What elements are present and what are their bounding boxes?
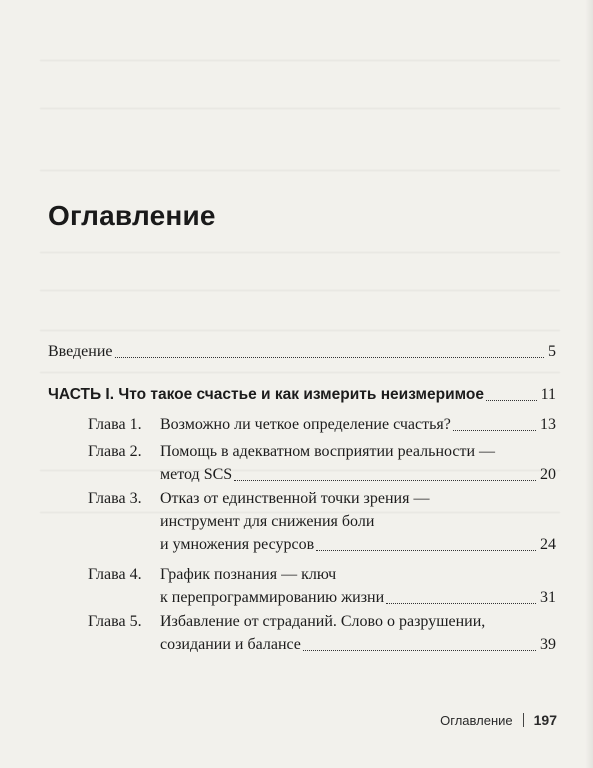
- chapter-title-line: метод SCS: [160, 466, 233, 483]
- dot-leader: [453, 430, 536, 431]
- chapter-page-number: 24: [540, 536, 556, 553]
- chapter-title-line: Отказ от единственной точки зрения —: [160, 490, 430, 507]
- toc-chapter-2[interactable]: [88, 440, 556, 486]
- toc-chapter-3[interactable]: [88, 487, 556, 556]
- chapter-number: Глава 2.: [88, 443, 142, 460]
- dot-leader: [115, 357, 545, 358]
- toc-entry-label: Введение: [48, 343, 113, 360]
- chapter-page-number: 20: [540, 466, 556, 483]
- toc-page-number: 11: [540, 386, 556, 403]
- folio-page-number: 197: [533, 712, 557, 728]
- chapter-number: Глава 5.: [88, 613, 142, 630]
- toc-page-number: 5: [548, 343, 556, 360]
- chapter-title-line: График познания — ключ: [160, 566, 337, 583]
- dot-leader: [234, 480, 536, 481]
- chapter-title-line: Избавление от страданий. Слово о разрушении,: [160, 613, 486, 630]
- dot-leader: [316, 550, 536, 551]
- toc-title: Оглавление: [48, 200, 216, 231]
- footer-divider: [523, 713, 524, 727]
- chapter-title-line: Возможно ли четкое определение счастья?: [160, 416, 451, 433]
- toc-chapter-5[interactable]: [88, 610, 556, 656]
- chapter-number: Глава 4.: [88, 566, 142, 583]
- page-edge-shadow: [585, 0, 593, 768]
- chapter-title-line: инструмент для снижения боли: [160, 513, 375, 530]
- toc-part-label: ЧАСТЬ I. Что такое счастье и как измерить неизмеримое: [48, 386, 484, 403]
- chapter-page-number: 13: [540, 416, 556, 433]
- chapter-page-number: 39: [540, 636, 556, 653]
- chapter-number: Глава 3.: [88, 490, 142, 507]
- toc-chapter-1[interactable]: [88, 413, 556, 436]
- dot-leader: [386, 603, 536, 604]
- toc-entry-intro[interactable]: [48, 341, 556, 363]
- running-head: Оглавление: [440, 712, 513, 728]
- chapter-title-line: к перепрограммированию жизни: [160, 589, 385, 606]
- chapter-title-line: и умножения ресурсов: [160, 536, 315, 553]
- dot-leader: [486, 400, 537, 401]
- page-footer: [440, 712, 557, 728]
- chapter-page-number: 31: [540, 589, 556, 606]
- chapter-number: Глава 1.: [88, 416, 142, 433]
- chapter-title-line: Помощь в адекватном восприятии реальности —: [160, 443, 496, 460]
- toc-entry-part-1[interactable]: [48, 384, 556, 406]
- toc-chapter-4[interactable]: [88, 563, 556, 609]
- dot-leader: [303, 650, 536, 651]
- chapter-title-line: созидании и балансе: [160, 636, 301, 653]
